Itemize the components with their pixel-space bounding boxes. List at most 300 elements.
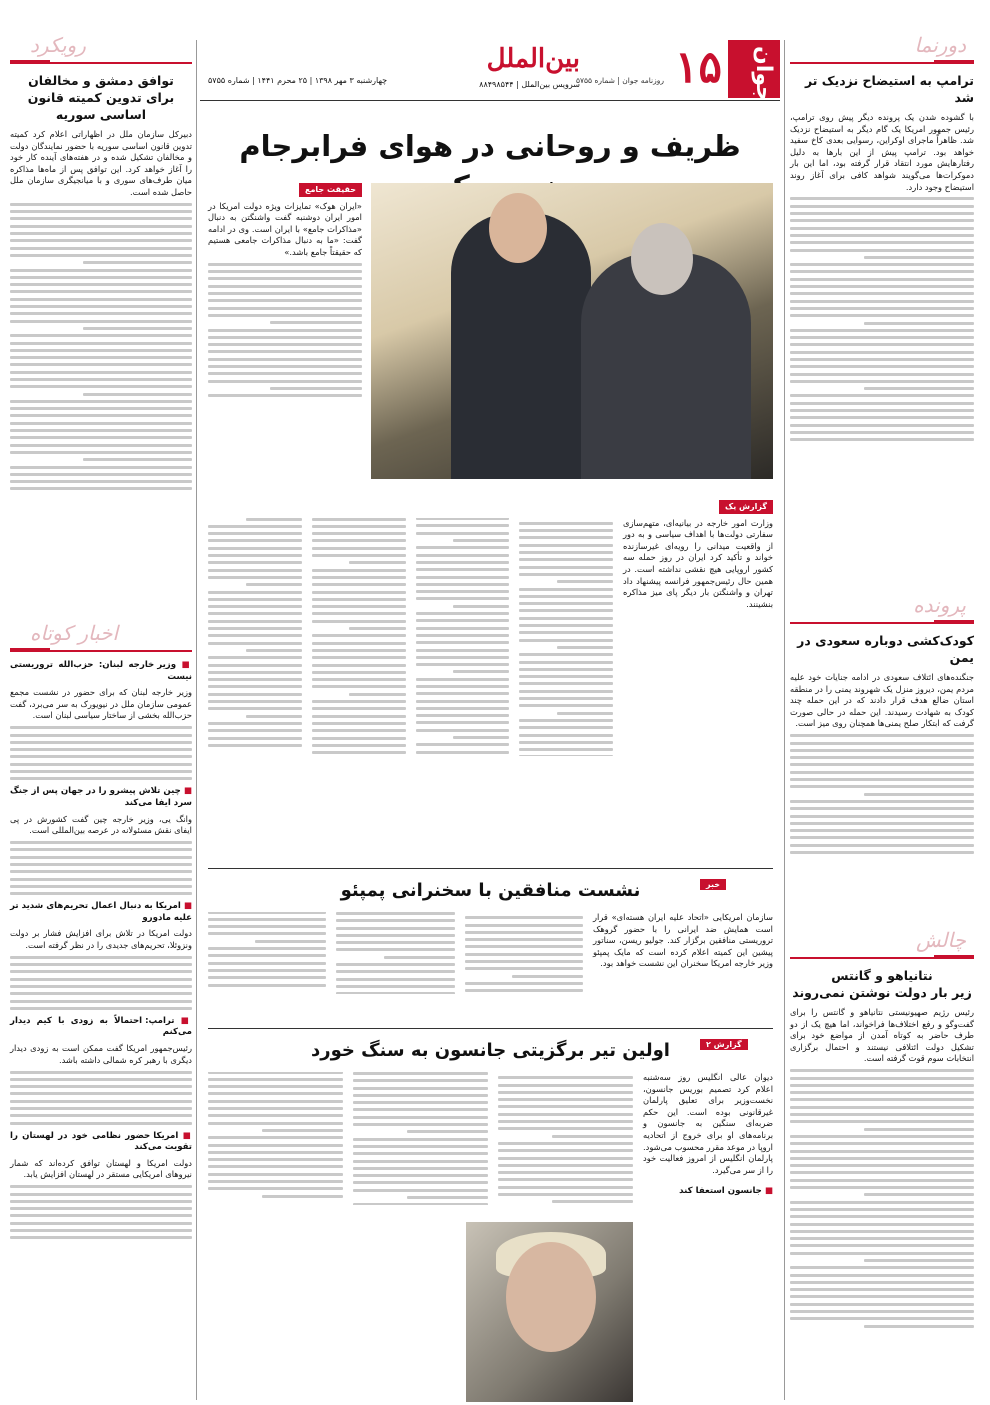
text-line <box>557 712 613 715</box>
section-label: دورنما <box>914 33 966 57</box>
text-line <box>246 715 302 718</box>
text-line <box>498 1164 633 1167</box>
text-line <box>208 372 362 375</box>
text-line <box>208 722 302 725</box>
text-line <box>790 358 974 361</box>
text-line <box>790 263 974 266</box>
text-line <box>270 387 362 390</box>
text-line <box>208 292 362 295</box>
text-line <box>10 334 192 337</box>
text-line <box>208 693 302 696</box>
article3-headline: اولین تیر برگزیتی جانسون به سنگ خورد <box>311 1040 670 1061</box>
text-line <box>416 729 510 732</box>
text-line <box>83 261 192 264</box>
text-line <box>208 532 302 535</box>
johnson-photo <box>466 1222 633 1402</box>
text-line <box>790 373 974 376</box>
text-line <box>10 466 192 469</box>
text-line <box>519 726 613 729</box>
text-line <box>208 969 326 972</box>
text-line <box>10 444 192 447</box>
text-line <box>208 365 362 368</box>
text-line <box>10 480 192 483</box>
text-line <box>465 924 583 927</box>
text-line <box>10 1207 192 1210</box>
text-line <box>465 953 583 956</box>
text-line <box>83 327 192 330</box>
text-line <box>416 634 510 637</box>
text-line <box>336 919 454 922</box>
section-label: پرونده <box>913 593 966 617</box>
article2-text: سازمان امریکایی «اتحاد علیه ایران هسته‌ای» قرار است همایش ضد ایرانی را با حضور گروهک تروریستی منافقین برگزار کند. جولیو ریسن، سناتور پیشین این کمیته اعلام کرده است که مایک پمپئو وزیر خارجه امریکا سخنران این نشست خواهد بود. <box>593 912 773 969</box>
text-line <box>208 307 362 310</box>
section-editor: سرویس بین‌الملل | ۸۸۴۹۸۵۴۴ <box>479 80 580 89</box>
text-line <box>208 1158 343 1161</box>
text-line <box>519 661 613 664</box>
text-line <box>790 1266 974 1269</box>
text-line <box>519 675 613 678</box>
text-line <box>208 1078 343 1081</box>
text-line <box>208 329 362 332</box>
text-line <box>10 451 192 454</box>
newspaper-logo <box>728 40 780 102</box>
text-line <box>407 1196 488 1199</box>
text-line <box>10 1078 192 1081</box>
text-line <box>416 546 510 549</box>
report-kicker: گزارش یک <box>719 500 773 514</box>
text-line <box>864 256 974 259</box>
text-line <box>498 1113 633 1116</box>
article-body: با گشوده شدن یک پرونده دیگر پیش روی ترامپ، رئیس جمهور امریکا یک گام دیگر به استیضاح نزدیک شد. ظاهراً ماجرای اوکراین، رسوایی بعدی کاخ سفید خواهد بود. ترامپ پیش از این بارها به دلیل رفتارهایش مورد انتقاد قرار گرفته بود، اما این بار دموکرات‌ها می‌گویند شواهد کافی برای آغاز روند استیضاح وجود دارد. <box>790 112 974 192</box>
article-title: ترامپ به استیضاح نزدیک تر شد <box>804 73 974 105</box>
text-line <box>10 970 192 973</box>
text-line <box>312 722 406 725</box>
text-line <box>790 438 974 441</box>
text-line <box>336 978 454 981</box>
text-line <box>208 925 326 928</box>
text-line <box>790 1310 974 1313</box>
text-line <box>519 588 613 591</box>
masthead <box>200 40 780 101</box>
text-line <box>790 431 974 434</box>
text-line <box>790 365 974 368</box>
article2-headline: نشست منافقین با سخنرانی پمپئو <box>340 880 641 901</box>
text-line <box>353 1101 488 1104</box>
text-line <box>453 736 509 739</box>
main-story-bottom <box>208 500 773 756</box>
text-line <box>10 203 192 206</box>
text-line <box>790 1135 974 1138</box>
text-line <box>519 668 613 671</box>
text-line <box>208 547 302 550</box>
text-line <box>312 671 406 674</box>
short-news-title: ■ وزیر خارجه لبنان: حزب‌الله تروریستی نیست <box>10 660 192 683</box>
text-line <box>519 529 613 532</box>
text-line <box>10 770 192 773</box>
section-title: بین‌الملل <box>486 44 580 74</box>
section-label: رویکرد <box>30 33 86 57</box>
text-line <box>790 1120 974 1123</box>
text-line <box>10 985 192 988</box>
text-line <box>790 1237 974 1240</box>
text-line <box>349 627 405 630</box>
text-line <box>312 605 406 608</box>
text-line <box>465 989 583 992</box>
text-line <box>790 756 974 759</box>
text-line <box>790 314 974 317</box>
text-line <box>519 558 613 561</box>
text-line <box>416 649 510 652</box>
text-line <box>790 836 974 839</box>
short-news-title: ■ ترامپ: احتمالاً به زودی با کیم دیدار می‌کنم <box>10 1016 192 1039</box>
text-line <box>208 1136 343 1139</box>
article3-text: دیوان عالی انگلیس روز سه‌شنبه اعلام کرد تصمیم بوریس جانسون، نخست‌وزیر برای تعلیق پارلمان غیرقانونی بوده است. این حکم ضربه‌ای سنگین به جانسون و برنامه‌های او برای خروج از اتحادیه اروپا در موعد مقرر محسوب می‌شود. پارلمان انگلیس از امروز فعالیت خود را از سر می‌گیرد. <box>643 1072 773 1175</box>
text-line <box>519 719 613 722</box>
text-line <box>790 1201 974 1204</box>
text-line <box>10 885 192 888</box>
text-line <box>10 385 192 388</box>
short-news-body: وزیر خارجه لبنان که برای حضور در نشست مجمع عمومی سازمان ملل در نیویورک به سر می‌برد، گفت حزب‌الله بخشی از ساختار سیاسی لبنان است. <box>10 687 192 721</box>
text-line <box>312 751 406 754</box>
text-line <box>208 1085 343 1088</box>
text-line <box>864 1128 974 1131</box>
text-line <box>790 1084 974 1087</box>
text-line <box>312 591 406 594</box>
text-line <box>790 1317 974 1320</box>
text-line <box>312 656 406 659</box>
text-line <box>790 1281 974 1284</box>
text-line <box>208 700 302 703</box>
text-line <box>312 547 406 550</box>
text-line <box>10 378 192 381</box>
text-line <box>10 239 192 242</box>
text-line <box>498 1120 633 1123</box>
text-line <box>208 671 302 674</box>
text-line <box>790 771 974 774</box>
text-line <box>519 536 613 539</box>
text-line <box>790 1295 974 1298</box>
text-line <box>10 741 192 744</box>
text-line <box>465 960 583 963</box>
short-news-list <box>10 660 192 1239</box>
text-line <box>790 402 974 405</box>
text-line <box>208 561 302 564</box>
text-line <box>336 941 454 944</box>
main-photo <box>371 183 773 479</box>
text-line <box>790 749 974 752</box>
text-line <box>465 916 583 919</box>
text-line <box>208 1173 343 1176</box>
text-line <box>416 743 510 746</box>
text-line <box>790 1274 974 1277</box>
text-line <box>790 336 974 339</box>
text-line <box>519 624 613 627</box>
text-line <box>246 518 302 521</box>
text-line <box>246 583 302 586</box>
text-line <box>519 595 613 598</box>
text-line <box>336 912 454 915</box>
text-line <box>10 763 192 766</box>
text-line <box>208 554 302 557</box>
text-line <box>10 356 192 359</box>
text-line <box>519 690 613 693</box>
text-line <box>790 815 974 818</box>
text-line <box>353 1174 488 1177</box>
text-line <box>790 1171 974 1174</box>
text-line <box>790 778 974 781</box>
article2-body <box>208 912 773 994</box>
article-title: توافق دمشق و مخالفان برای تدوین کمیته قانون اساسی سوریه <box>27 73 175 122</box>
text-line <box>336 963 454 966</box>
text-line <box>10 487 192 490</box>
text-line <box>10 320 192 323</box>
text-line <box>790 734 974 737</box>
text-line <box>790 1179 974 1182</box>
text-line <box>790 1091 974 1094</box>
article-body: رئیس رژیم صهیونیستی نتانیاهو و گانتس را برای گفت‌وگو و رفع اختلاف‌ها فراخواند، اما هیچ یک از دو طرف حاضر به کوتاه آمدن از مواضع خود برای تشکیل دولت ائتلافی نیستند و احتمال برگزاری انتخابات سوم قوت گرفته است. <box>790 1007 974 1064</box>
short-news-title: ■ امریکا به دنبال اعمال تحریم‌های شدید تر علیه مادورو <box>10 901 192 924</box>
text-line <box>416 590 510 593</box>
text-line <box>208 707 302 710</box>
text-line <box>790 1288 974 1291</box>
text-line <box>10 349 192 352</box>
text-line <box>312 744 406 747</box>
text-line <box>465 967 583 970</box>
text-line <box>416 714 510 717</box>
text-line <box>519 682 613 685</box>
text-line <box>208 962 326 965</box>
text-line <box>519 748 613 751</box>
text-line <box>10 400 192 403</box>
text-line <box>10 892 192 895</box>
text-line <box>312 634 406 637</box>
text-line <box>353 1116 488 1119</box>
text-line <box>790 278 974 281</box>
text-line <box>864 387 974 390</box>
text-line <box>790 380 974 383</box>
report2-kicker: گزارش ۲ <box>700 1039 748 1050</box>
text-line <box>465 945 583 948</box>
page-number: ۱۵ <box>674 42 722 93</box>
text-line <box>336 985 454 988</box>
text-line <box>407 1130 488 1133</box>
text-line <box>10 1185 192 1188</box>
text-line <box>10 1085 192 1088</box>
text-line <box>10 748 192 751</box>
text-line <box>10 1122 192 1125</box>
text-line <box>790 1106 974 1109</box>
text-line <box>416 627 510 630</box>
short-news-body: دولت امریکا و لهستان توافق کرده‌اند که شمار نیروهای امریکایی مستقر در لهستان افزایش یابد. <box>10 1157 192 1180</box>
text-line <box>864 322 974 325</box>
text-line <box>208 285 362 288</box>
text-line <box>465 982 583 985</box>
story-lead: «ایران هوک» تمایزات ویژه دولت امریکا در امور ایران دوشنبه گفت واشنگتن به دنبال «مذاکرات جامع» با ایران است. وی در ادامه گفت: «ما به دنبال مذاکرات جامعی هستیم که حقیقتاً جامع باشد.» <box>208 200 362 257</box>
text-line <box>208 380 362 383</box>
short-news-body: وانگ یی، وزیر خارجه چین گفت کشورش در پی ایفای نقش مسئولانه در عرصه بین‌المللی است. <box>10 813 192 836</box>
text-line <box>10 290 192 293</box>
text-line <box>519 639 613 642</box>
article-title: نتانیاهو و گانتس زیر بار دولت نوشتن نمی‌روند <box>792 968 972 1000</box>
text-line <box>10 1100 192 1103</box>
text-line <box>790 343 974 346</box>
text-line <box>312 583 406 586</box>
text-line <box>312 554 406 557</box>
text-line <box>498 1157 633 1160</box>
text-line <box>416 619 510 622</box>
text-line <box>208 1187 343 1190</box>
short-news-title: ■ چین تلاش پیشرو را در جهان پس از جنگ سرد ایفا می‌کند <box>10 786 192 809</box>
phone-number: ۸۸۴۹۸۵۴۴ <box>479 80 514 89</box>
text-line <box>10 755 192 758</box>
text-line <box>790 409 974 412</box>
date-line: چهارشنبه ۳ مهر ۱۳۹۸ | ۲۵ محرم ۱۴۴۱ | شماره ۵۷۵۵ <box>208 76 388 85</box>
text-line <box>10 283 192 286</box>
text-line <box>416 554 510 557</box>
text-line <box>10 429 192 432</box>
text-line <box>208 569 302 572</box>
text-line <box>336 948 454 951</box>
text-line <box>353 1123 488 1126</box>
section-header-doorname <box>790 33 974 64</box>
text-line <box>416 561 510 564</box>
text-line <box>790 1223 974 1226</box>
text-line <box>10 1071 192 1074</box>
text-line <box>790 1230 974 1233</box>
text-line <box>10 978 192 981</box>
text-line <box>208 678 302 681</box>
text-line <box>10 856 192 859</box>
text-line <box>270 321 362 324</box>
text-line <box>465 938 583 941</box>
text-line <box>790 300 974 303</box>
text-line <box>208 932 326 935</box>
text-line <box>790 424 974 427</box>
text-line <box>10 870 192 873</box>
text-line <box>416 568 510 571</box>
text-block <box>790 1069 974 1327</box>
text-line <box>790 829 974 832</box>
text-line <box>10 1092 192 1095</box>
text-line <box>10 1114 192 1117</box>
text-line <box>208 984 326 987</box>
text-line <box>10 305 192 308</box>
text-block <box>10 203 192 491</box>
text-line <box>10 371 192 374</box>
text-line <box>10 407 192 410</box>
text-line <box>864 793 974 796</box>
text-line <box>10 734 192 737</box>
text-line <box>453 605 509 608</box>
text-line <box>262 1195 343 1198</box>
text-line <box>312 598 406 601</box>
text-line <box>519 573 613 576</box>
text-line <box>312 700 406 703</box>
text-line <box>416 721 510 724</box>
text-line <box>498 1178 633 1181</box>
text-line <box>208 263 362 266</box>
text-line <box>10 232 192 235</box>
text-line <box>790 1077 974 1080</box>
text-line <box>353 1181 488 1184</box>
text-line <box>498 1084 633 1087</box>
text-line <box>208 343 362 346</box>
text-line <box>10 422 192 425</box>
text-line <box>790 212 974 215</box>
text-block <box>208 912 583 994</box>
text-line <box>83 458 192 461</box>
text-line <box>312 685 406 688</box>
text-line <box>10 777 192 780</box>
text-line <box>416 707 510 710</box>
text-line <box>10 726 192 729</box>
text-line <box>10 276 192 279</box>
text-line <box>453 670 509 673</box>
text-line <box>336 934 454 937</box>
text-line <box>349 561 405 564</box>
text-line <box>552 1200 633 1203</box>
text-line <box>208 918 326 921</box>
section-label: چالش <box>915 928 966 952</box>
text-line <box>790 844 974 847</box>
text-line <box>312 642 406 645</box>
section-label: اخبار کوتاه <box>30 621 119 645</box>
left-column <box>10 33 192 1180</box>
text-line <box>208 605 302 608</box>
text-line <box>10 1193 192 1196</box>
text-line <box>208 299 362 302</box>
text-line <box>790 234 974 237</box>
text-line <box>519 609 613 612</box>
text-line <box>10 841 192 844</box>
text-line <box>416 685 510 688</box>
section-header-parvande <box>790 593 974 624</box>
short-news-body: دولت امریکا در تلاش برای افزایش فشار بر دولت ونزوئلا، تحریم‌های جدیدی را در نظر گرفته است. <box>10 928 192 950</box>
text-line <box>10 992 192 995</box>
text-line <box>10 414 192 417</box>
text-line <box>208 737 302 740</box>
text-line <box>557 580 613 583</box>
text-line <box>498 1105 633 1108</box>
text-line <box>498 1091 633 1094</box>
text-line <box>262 1129 343 1132</box>
text-line <box>208 270 362 273</box>
text-line <box>10 247 192 250</box>
story-kicker: حقیقت جامع <box>299 183 362 197</box>
text-line <box>519 566 613 569</box>
text-line <box>208 277 362 280</box>
text-line <box>453 539 509 542</box>
text-line <box>790 1208 974 1211</box>
text-line <box>208 598 302 601</box>
text-line <box>208 1092 343 1095</box>
text-line <box>416 612 510 615</box>
text-line <box>465 931 583 934</box>
text-line <box>790 1252 974 1255</box>
text-line <box>10 473 192 476</box>
text-line <box>255 940 326 943</box>
text-line <box>10 956 192 959</box>
text-line <box>416 700 510 703</box>
text-line <box>208 394 362 397</box>
right-column <box>790 33 974 1064</box>
text-line <box>790 1157 974 1160</box>
text-line <box>353 1167 488 1170</box>
text-line <box>790 1098 974 1101</box>
article3-subhead: ■ جانسون استعفا کند <box>643 1186 773 1198</box>
text-line <box>10 1200 192 1203</box>
text-line <box>10 210 192 213</box>
